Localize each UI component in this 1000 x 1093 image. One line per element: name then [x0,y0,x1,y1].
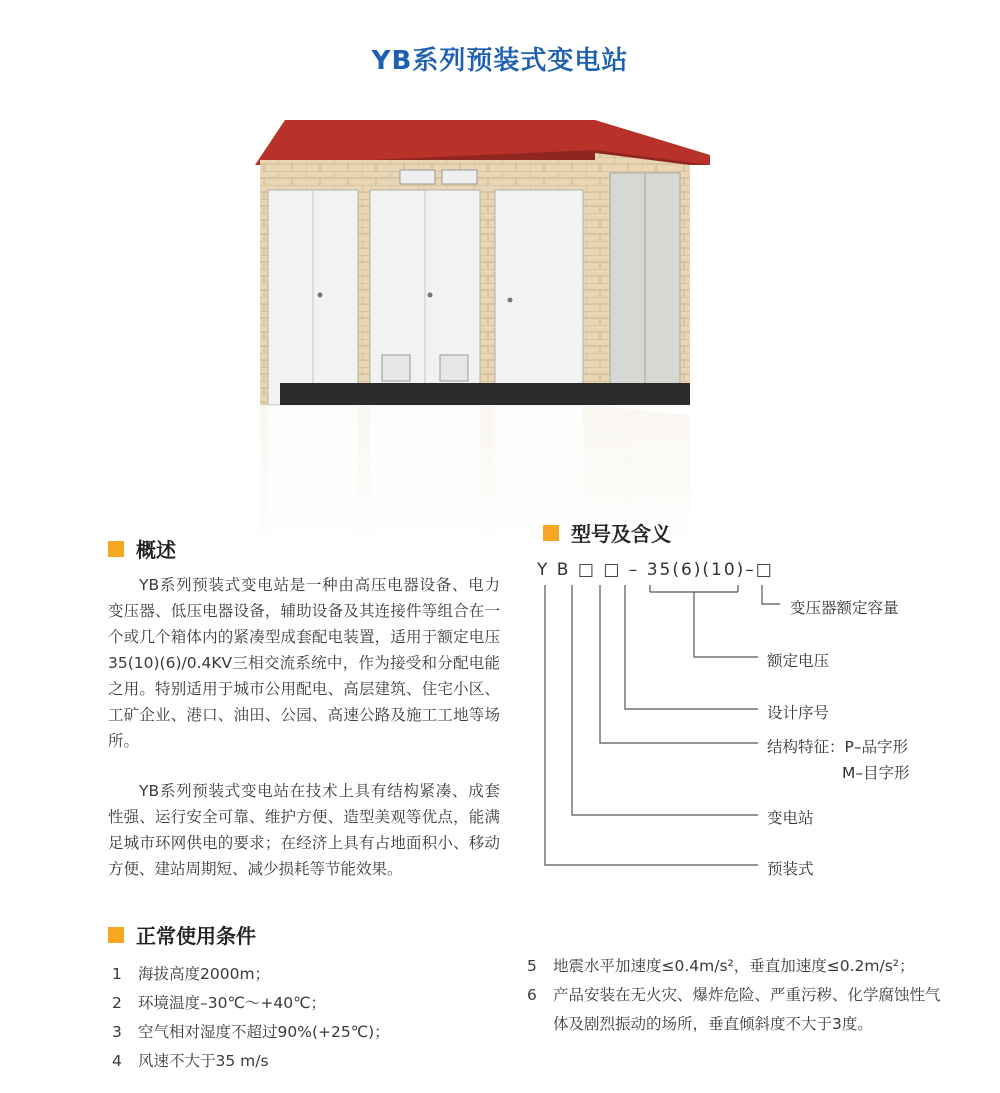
list-item: 5 地震水平加速度≤0.4m/s²，垂直加速度≤0.2m/s²； [527,957,915,975]
list-item: 6 产品安装在无火灾、爆炸危险、严重污秽、化学腐蚀性气体及剧烈振动的场所，垂直倾斜度不大于3度。 [527,986,941,1033]
meaning-transformer-capacity: 变压器额定容量 [790,599,899,617]
meaning-structure-p: 结构特征：P–品字形 [767,738,909,756]
list-item: 3 空气相对湿度不超过90%(+25℃)； [112,1023,390,1041]
meaning-design-serial: 设计序号 [767,704,830,722]
conditions-list-right [527,952,947,1039]
meaning-prefabricated: 预装式 [767,860,814,878]
page-title: YB系列预装式变电站 [371,46,629,76]
model-code: Y B □ □ – 35(6)(10)–□ [537,560,774,580]
overview-paragraph-2: YB系列预装式变电站在技术上具有结构紧凑、成套性强、运行安全可靠、维护方便、造型美观等优点，能满足城市环网供电的要求；在经济上具有占地面积小、移动方便、建站周期短、减少损耗等节能效果。 [108,782,500,878]
list-item: 2 环境温度–30℃～+40℃； [112,994,326,1012]
conditions-list-left [112,960,492,1076]
meaning-structure-m: M–目字形 [842,764,910,782]
conditions-heading: 正常使用条件 [108,920,256,949]
model-heading: 型号及含义 [543,518,671,547]
list-item: 4 风速不大于35 m/s [112,1052,269,1070]
list-item: 1 海拔高度2000m； [112,965,271,983]
orange-square-icon [108,927,124,943]
meaning-rated-voltage: 额定电压 [767,652,830,670]
meaning-substation: 变电站 [767,809,814,827]
overview-paragraph-1: YB系列预装式变电站是一种由高压电器设备、电力变压器、低压电器设备，辅助设备及其连接件等组合在一个或几个箱体内的紧凑型成套配电装置，适用于额定电压35(10)(6)/0.4KV三相交流系统中，作为接受和分配电能之用。特别适用于城市公用配电、高层建筑、住宅小区、工矿企业、港口、油田、公园、高速公路及施工工地等场所。 [108,576,500,750]
overview-heading: 概述 [108,534,176,563]
